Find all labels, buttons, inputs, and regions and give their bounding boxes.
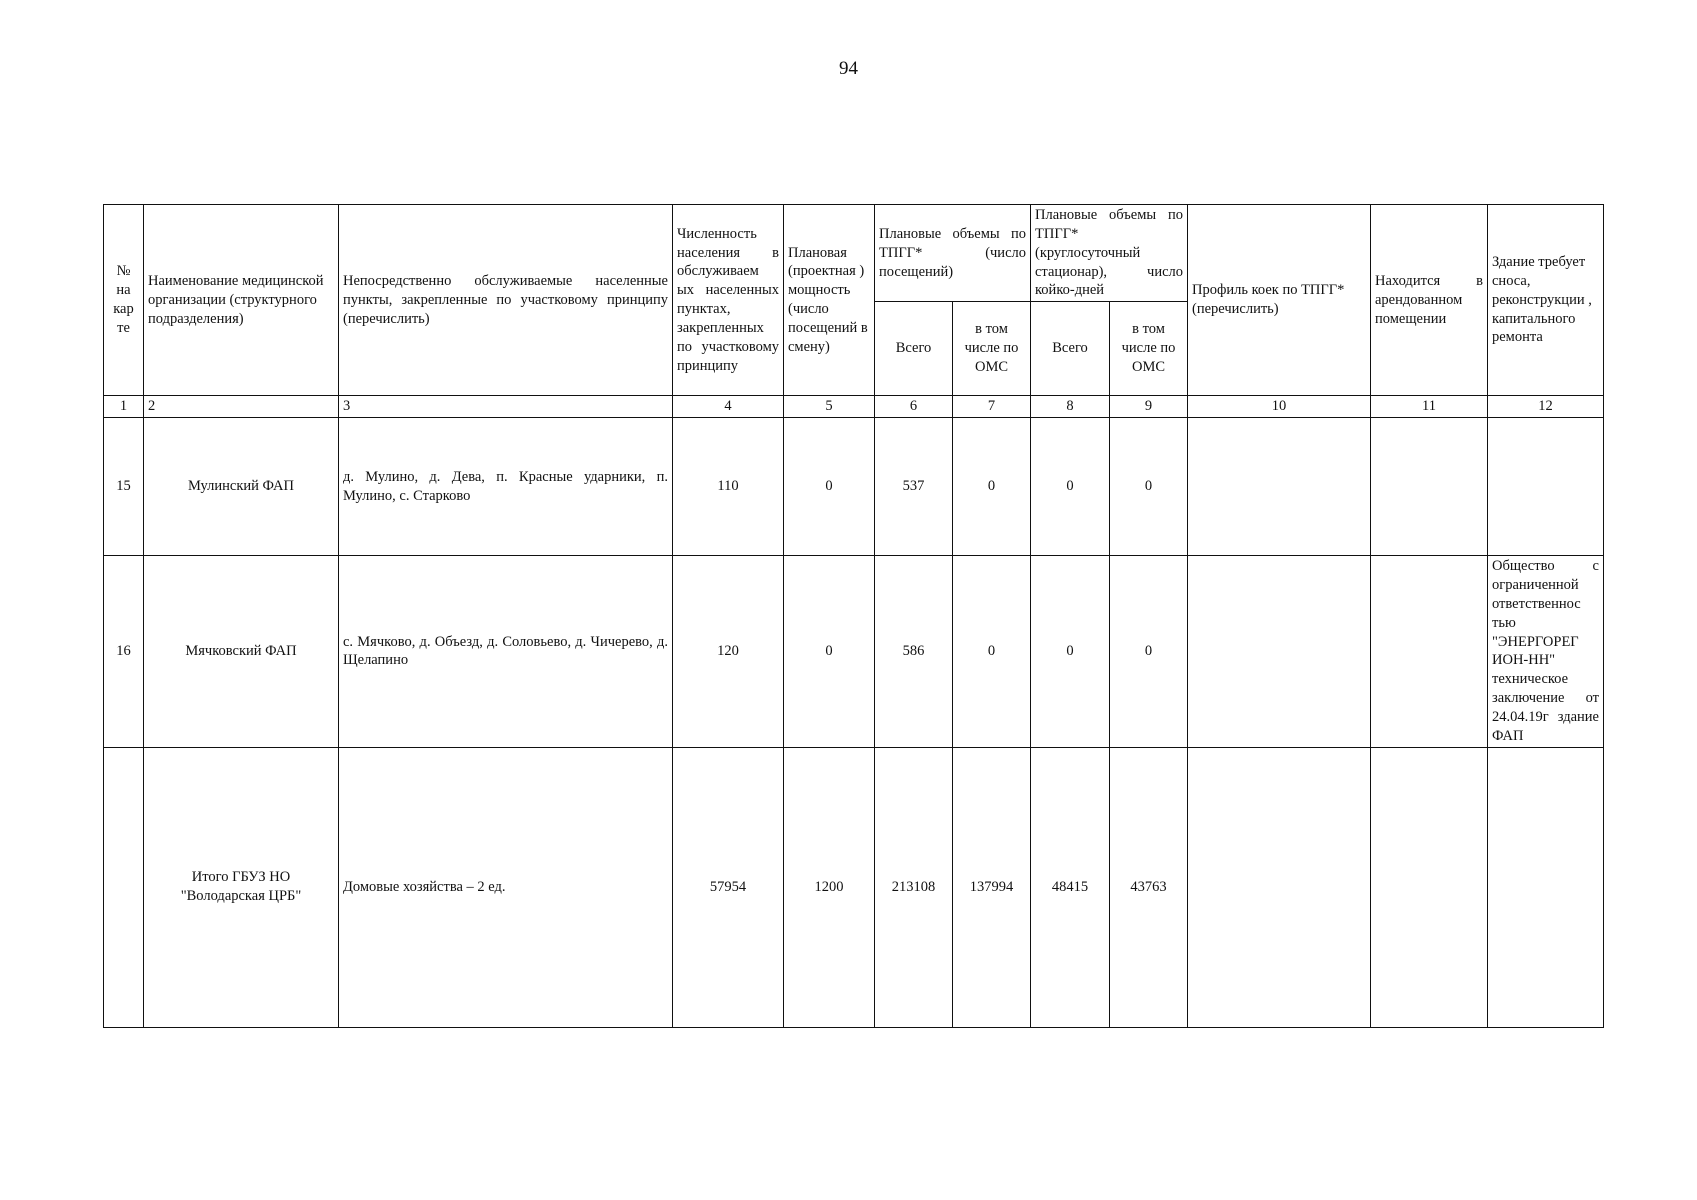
subheader-beddays-total: Всего [1031,302,1110,396]
header-settlements: Непосредственно обслуживаемые населенные пункты, закрепленные по участковому принципу (перечислить) [339,205,673,396]
organization-name: Мулинский ФАП [144,418,339,556]
header-bed-days: Плановые объемы по ТПГГ* (круглосуточный стационар), число койко-дней [1031,205,1188,302]
population-value: 120 [673,556,784,747]
visits-total-value: 213108 [875,747,953,1027]
rented-value [1371,556,1488,747]
visits-total-value: 537 [875,418,953,556]
header-organization: Наименование медицинской организации (структурного подразделения) [144,205,339,396]
settlements-list: с. Мячково, д. Объезд, д. Соловьево, д. Чичерево, д. Щелапино [339,556,673,747]
subheader-beddays-oms: в том числе по ОМС [1110,302,1188,396]
bed-profile-value [1188,747,1371,1027]
beddays-oms-value: 0 [1110,556,1188,747]
capacity-value: 0 [784,556,875,747]
header-visits: Плановые объемы по ТПГГ* (число посещений) [875,205,1031,302]
bed-profile-value [1188,418,1371,556]
facilities-table [103,204,1604,1028]
column-number: 4 [673,396,784,418]
beddays-total-value: 0 [1031,556,1110,747]
settlements-list: Домовые хозяйства – 2 ед. [339,747,673,1027]
column-number: 2 [144,396,339,418]
column-number: 12 [1488,396,1604,418]
column-number: 8 [1031,396,1110,418]
column-number: 9 [1110,396,1188,418]
population-value: 57954 [673,747,784,1027]
organization-name: Мячковский ФАП [144,556,339,747]
header-capacity: Плановая (проектная ) мощность (число посещений в смену) [784,205,875,396]
header-building: Здание требует сноса, реконструкции , капитального ремонта [1488,205,1604,396]
building-note: Общество с ограниченной ответственнос тью "ЭНЕРГОРЕГ ИОН-НН" техническое заключение от 24.04.19г здание ФАП [1488,556,1604,747]
beddays-oms-value: 0 [1110,418,1188,556]
beddays-oms-value: 43763 [1110,747,1188,1027]
visits-oms-value: 0 [953,556,1031,747]
capacity-value: 0 [784,418,875,556]
visits-oms-value: 137994 [953,747,1031,1027]
row-number: 15 [104,418,144,556]
header-map-number: № на кар те [104,205,144,396]
beddays-total-value: 48415 [1031,747,1110,1027]
page-number: 94 [839,58,858,79]
capacity-value: 1200 [784,747,875,1027]
header-bed-profile: Профиль коек по ТПГГ* (перечислить) [1188,205,1371,396]
subheader-visits-total: Всего [875,302,953,396]
rented-value [1371,747,1488,1027]
visits-oms-value: 0 [953,418,1031,556]
visits-total-value: 586 [875,556,953,747]
building-note [1488,747,1604,1027]
building-note [1488,418,1604,556]
column-number: 6 [875,396,953,418]
column-number: 1 [104,396,144,418]
table-row-total [104,747,1604,1027]
subheader-visits-oms: в том числе по ОМС [953,302,1031,396]
column-number: 7 [953,396,1031,418]
header-population: Численность населения в обслуживаем ых населенных пунктах, закрепленных по участковому принципу [673,205,784,396]
row-number [104,747,144,1027]
header-row [104,205,1604,302]
settlements-list: д. Мулино, д. Дева, п. Красные ударники, п. Мулино, с. Старково [339,418,673,556]
organization-name: Итого ГБУЗ НО "Володарская ЦРБ" [144,747,339,1027]
column-number: 5 [784,396,875,418]
rented-value [1371,418,1488,556]
row-number: 16 [104,556,144,747]
beddays-total-value: 0 [1031,418,1110,556]
population-value: 110 [673,418,784,556]
table-row [104,418,1604,556]
column-number-row [104,396,1604,418]
header-rented: Находится в арендованном помещении [1371,205,1488,396]
bed-profile-value [1188,556,1371,747]
column-number: 3 [339,396,673,418]
column-number: 11 [1371,396,1488,418]
column-number: 10 [1188,396,1371,418]
table-row [104,556,1604,747]
